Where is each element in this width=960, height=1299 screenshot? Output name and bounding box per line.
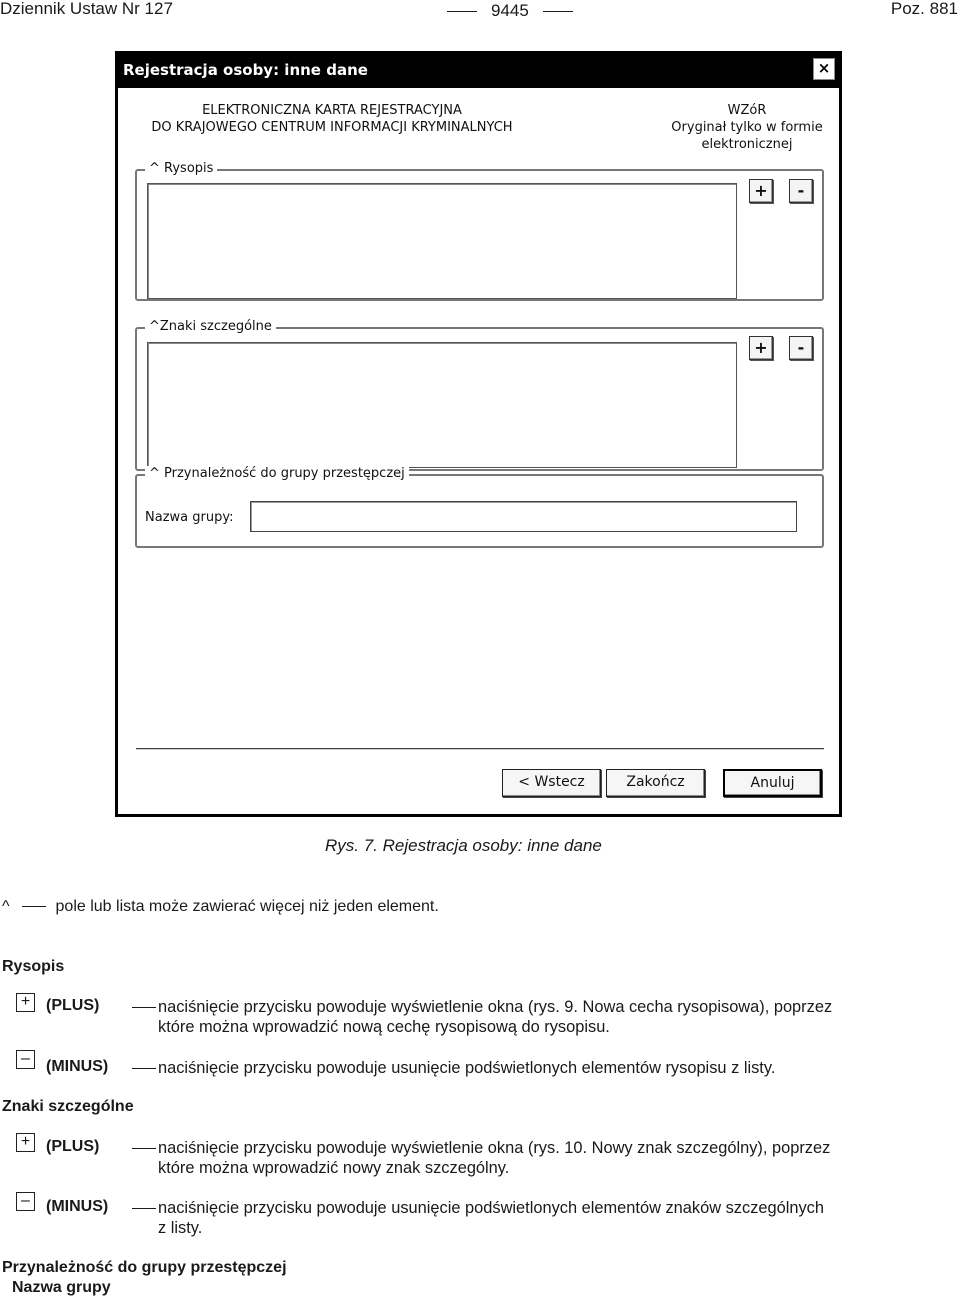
rysopis-plus-line2: które można wprowadzić nową cechę rysopisową do rysopisu. [158,1018,610,1036]
znaki-plus-key: (PLUS) [46,1138,100,1155]
plus-box-icon: + [16,993,35,1012]
nazwa-grupy-label: Nazwa grupy: [145,510,234,525]
card-title [136,102,528,136]
znaki-group [135,319,824,471]
desc-dash [132,1068,156,1069]
journal-title: Dziennik Ustaw Nr 127 [0,0,173,18]
wzor-stamp [666,102,828,153]
rysopis-minus-button[interactable]: - [789,179,813,203]
dialog-window [115,51,842,817]
page-number [433,0,587,22]
znaki-plus-line2: które można wprowadzić nowy znak szczególny. [158,1159,510,1177]
desc-dash [132,1007,156,1008]
znaki-minus-line2: z listy. [158,1219,203,1237]
minus-box-icon: – [16,1050,35,1069]
wzor-line2: Oryginał tylko w formie [671,120,823,135]
przynaleznosc-group-label: ^ Przynależność do grupy przestępczej [145,466,409,481]
close-icon[interactable]: × [813,58,835,80]
position-number: Poz. 881 [890,0,958,18]
nazwa-grupy-heading: Nazwa grupy [12,1279,111,1296]
wzor-line3: elektronicznej [701,137,793,152]
dialog-client-area [118,88,839,814]
rysopis-heading: Rysopis [2,958,65,975]
card-title-line2: DO KRAJOWEGO CENTRUM INFORMACJI KRYMINALNYCH [151,120,513,135]
rysopis-group [135,161,824,301]
rysopis-minus-line1: naciśnięcie przycisku powoduje usunięcie podświetlonych elementów rysopisu z listy. [158,1059,776,1077]
note-dash [22,906,46,907]
back-button[interactable]: < Wstecz [502,769,601,797]
desc-dash [132,1148,156,1149]
caret-symbol: ^ [2,898,10,915]
card-title-line1: ELEKTRONICZNA KARTA REJESTRACYJNA [202,103,462,118]
caret-note-text: pole lub lista może zawierać więcej niż jeden element. [55,898,439,915]
rysopis-plus-line1: naciśnięcie przycisku powoduje wyświetlenie okna (rys. 9. Nowa cecha rysopisowa), poprzez [158,998,833,1016]
rysopis-plus-desc [158,997,832,1037]
dash-right [543,11,573,12]
rysopis-minus-key: (MINUS) [46,1058,109,1075]
znaki-minus-button[interactable]: - [789,336,813,360]
nazwa-grupy-input[interactable] [250,501,797,532]
figure-caption: Rys. 7. Rejestracja osoby: inne dane [325,836,602,855]
znaki-plus-desc [158,1138,830,1178]
window-title: Rejestracja osoby: inne dane [123,61,368,79]
desc-dash [132,1208,156,1209]
znaki-group-label: ^Znaki szczególne [145,319,276,334]
caret-note [2,898,439,916]
przynaleznosc-heading: Przynależność do grupy przestępczej [2,1259,287,1276]
wzor-line1: WZóR [727,103,767,118]
znaki-minus-line1: naciśnięcie przycisku powoduje usunięcie podświetlonych elementów znaków szczególnych [158,1199,824,1217]
rysopis-plus-key: (PLUS) [46,997,100,1014]
minus-box-icon: – [16,1192,35,1211]
plus-box-icon: + [16,1133,35,1152]
finish-button[interactable]: Zakończ [606,769,705,797]
rysopis-group-label: ^ Rysopis [145,161,217,176]
znaki-plus-line1: naciśnięcie przycisku powoduje wyświetlenie okna (rys. 10. Nowy znak szczególny), poprzez [158,1139,831,1157]
przynaleznosc-group [135,466,824,548]
znaki-minus-desc [158,1198,824,1238]
znaki-list[interactable] [147,342,737,468]
rysopis-list[interactable] [147,183,737,299]
cancel-button[interactable]: Anuluj [723,769,822,797]
rysopis-plus-button[interactable]: + [749,179,773,203]
button-separator [136,748,824,750]
title-bar [115,51,842,88]
znaki-plus-button[interactable]: + [749,336,773,360]
znaki-minus-key: (MINUS) [46,1198,109,1215]
dash-left [447,11,477,12]
page-number-text: 9445 [491,1,529,20]
znaki-heading: Znaki szczególne [2,1098,134,1115]
